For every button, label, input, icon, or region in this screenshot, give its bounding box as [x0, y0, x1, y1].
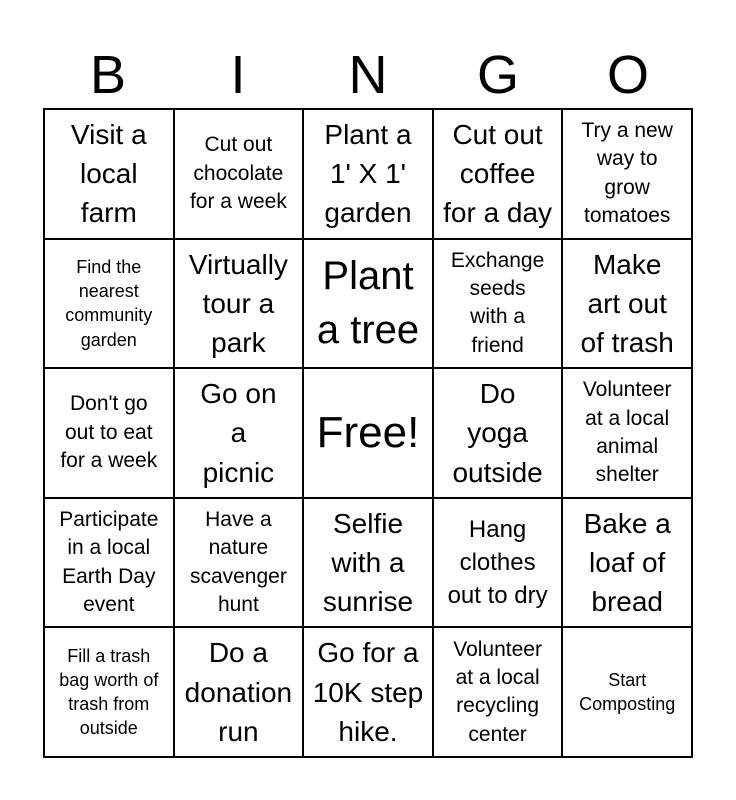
bingo-cell-text: Try a new way to grow tomatoes [581, 119, 673, 228]
bingo-cell[interactable] [175, 499, 305, 629]
header-letter-g: G [476, 45, 519, 105]
bingo-cell-text: Participate in a local Earth Day event [59, 507, 159, 616]
bingo-cell[interactable] [563, 628, 693, 758]
bingo-cell[interactable] [45, 628, 175, 758]
bingo-header [43, 44, 693, 106]
bingo-cell-text: Plant a tree [316, 254, 420, 353]
bingo-cell[interactable] [563, 499, 693, 629]
header-letter-o: O [606, 45, 649, 105]
bingo-cell[interactable] [563, 240, 693, 370]
bingo-cell[interactable] [563, 369, 693, 499]
header-letter-n: N [348, 45, 388, 105]
bingo-cell-text: Go for a 10K step hike. [312, 637, 424, 747]
bingo-cell[interactable] [175, 240, 305, 370]
bingo-cell[interactable] [434, 369, 564, 499]
bingo-cell-text: Cut out chocolate for a week [189, 133, 287, 213]
header-letter-i: I [230, 45, 246, 105]
free-space-cell[interactable] [304, 369, 434, 499]
bingo-cell-text: Plant a 1' X 1' garden [324, 119, 412, 229]
bingo-cell[interactable] [304, 628, 434, 758]
bingo-cell-text: Free! [316, 407, 420, 457]
bingo-cell[interactable] [175, 369, 305, 499]
bingo-board [43, 108, 693, 758]
bingo-cell-text: Selfie with a sunrise [322, 507, 414, 618]
bingo-cell[interactable] [304, 240, 434, 370]
bingo-cell[interactable] [175, 110, 305, 240]
bingo-cell-text: Do a donation run [184, 637, 293, 747]
bingo-cell-text: Exchange seeds with a friend [450, 248, 545, 357]
bingo-cell[interactable] [434, 240, 564, 370]
bingo-cell-text: Hang clothes out to dry [447, 515, 548, 610]
bingo-cell-text: Don't go out to eat for a week [60, 392, 158, 473]
bingo-cell-text: Cut out coffee for a day [443, 119, 553, 229]
bingo-cell-text: Start Composting [579, 669, 676, 715]
bingo-cell-text: Volunteer at a local recycling center [453, 637, 542, 746]
bingo-cell[interactable] [434, 110, 564, 240]
header-letter-b: B [89, 45, 127, 105]
bingo-cell-text: Find the nearest community garden [65, 256, 153, 350]
bingo-cell[interactable] [175, 628, 305, 758]
bingo-cell-text: Visit a local farm [70, 119, 147, 229]
bingo-cell-text: Fill a trash bag worth of trash from outside [59, 645, 159, 739]
bingo-cell[interactable] [563, 110, 693, 240]
bingo-cell[interactable] [434, 628, 564, 758]
bingo-cell-text: Bake a loaf of bread [583, 507, 671, 618]
bingo-cell[interactable] [304, 110, 434, 240]
bingo-cell-text: Volunteer at a local animal shelter [582, 378, 672, 487]
bingo-cell[interactable] [45, 110, 175, 240]
bingo-cell-text: Have a nature scavenger hunt [189, 507, 287, 616]
bingo-cell[interactable] [304, 499, 434, 629]
bingo-cell[interactable] [45, 499, 175, 629]
bingo-cell-text: Do yoga outside [452, 378, 543, 488]
bingo-cell-text: Go on a picnic [200, 378, 277, 488]
bingo-cell[interactable] [45, 240, 175, 370]
bingo-cell[interactable] [45, 369, 175, 499]
bingo-cell[interactable] [434, 499, 564, 629]
bingo-cell-text: Make art out of trash [580, 248, 674, 358]
bingo-cell-text: Virtually tour a park [188, 248, 288, 358]
